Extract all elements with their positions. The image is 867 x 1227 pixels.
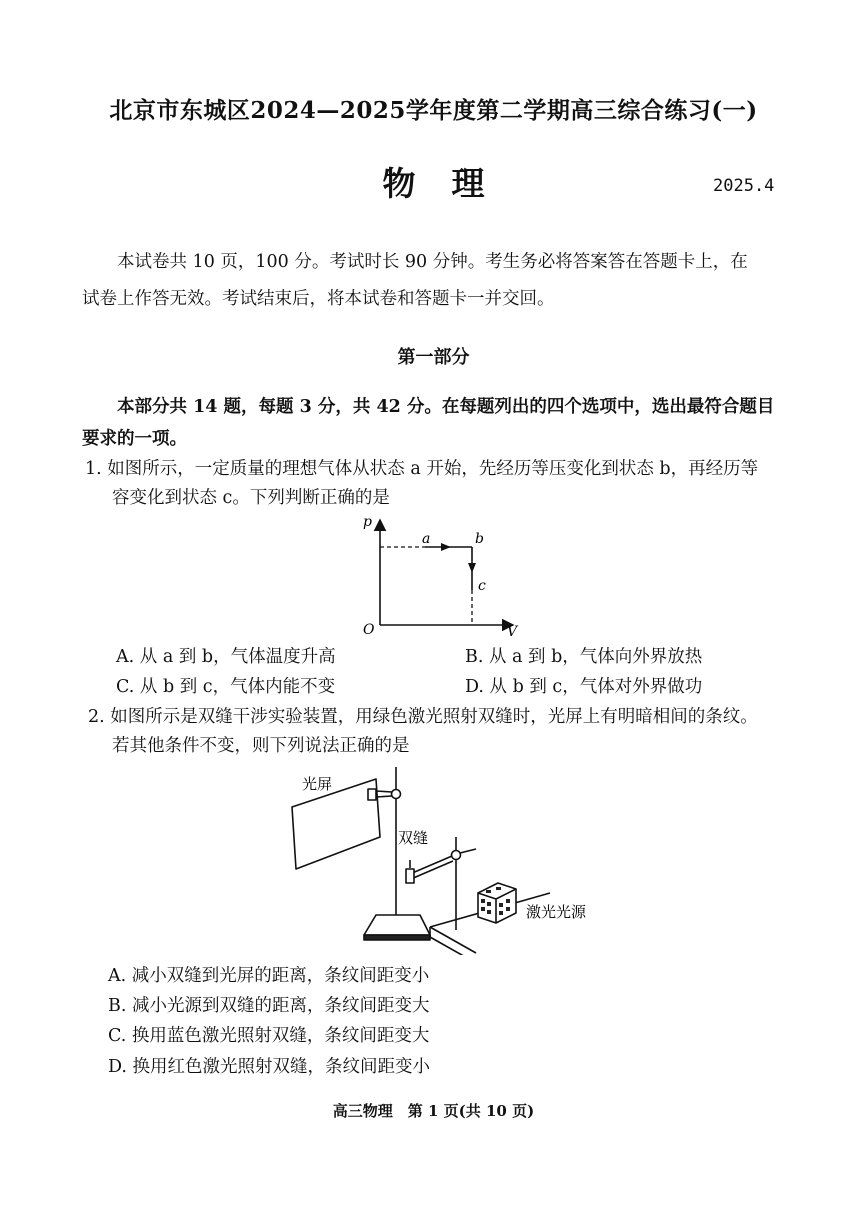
stand-1-arm: [376, 791, 392, 797]
instructions-line-2: 试卷上作答无效。考试结束后，将本试卷和答题卡一并交回。: [82, 289, 555, 309]
stand-2-arm: [410, 856, 453, 879]
exam-date: 2025.4: [713, 176, 775, 196]
point-a-label: a: [422, 531, 431, 547]
part-one-description-line-1: 本部分共 14 题，每题 3 分，共 42 分。在每题列出的四个选项中，选出最符合题目: [117, 397, 775, 417]
question-2-option-d: D. 换用红色激光照射双缝，条纹间距变小: [108, 1057, 431, 1077]
screen-label: 光屏: [302, 775, 333, 793]
part-one-description-line-2: 要求的一项。: [82, 429, 187, 449]
question-1-option-a: A. 从 a 到 b，气体温度升高: [116, 647, 336, 667]
process-b-to-c-arrow: [468, 563, 476, 573]
slit-label: 双缝: [398, 829, 429, 847]
stand-1-base: [364, 915, 430, 935]
v-axis-label: V: [507, 624, 518, 640]
laser-label: 激光光源: [526, 903, 587, 921]
p-axis-label: p: [363, 514, 372, 530]
origin-label: O: [363, 622, 375, 638]
double-slit: [406, 869, 414, 883]
question-1-stem-line-1: 1. 如图所示，一定质量的理想气体从状态 a 开始，先经历等压变化到状态 b，再经历等: [85, 459, 759, 479]
question-1-option-b: B. 从 a 到 b，气体向外界放热: [465, 647, 703, 667]
point-b-label: b: [475, 531, 484, 547]
page-footer: 高三物理 第 1 页(共 10 页): [332, 1102, 535, 1120]
question-2-option-c: C. 换用蓝色激光照射双缝，条纹间距变大: [108, 1026, 430, 1046]
question-2-stem-line-2: 若其他条件不变，则下列说法正确的是: [112, 736, 410, 756]
question-1-pv-diagram: [355, 510, 530, 642]
process-a-to-b-arrow: [441, 543, 451, 551]
instructions-line-1: 本试卷共 10 页，100 分。考试时长 90 分钟。考生务必将答案答在答题卡上，在: [117, 252, 748, 272]
exam-header-title: 北京市东城区2024—2025学年度第二学期高三综合练习(一): [109, 97, 758, 124]
question-2-option-a: A. 减小双缝到光屏的距离，条纹间距变小: [108, 966, 430, 986]
question-2-stem-line-1: 2. 如图所示是双缝干涉实验装置，用绿色激光照射双缝时，光屏上有明暗相间的条纹。: [88, 707, 758, 727]
question-1-option-d: D. 从 b 到 c，气体对外界做功: [465, 677, 703, 697]
question-1-stem-line-2: 容变化到状态 c。下列判断正确的是: [112, 488, 390, 508]
point-c-label: c: [478, 578, 486, 594]
subject-title: 物理: [382, 164, 521, 203]
question-2-option-b: B. 减小光源到双缝的距离，条纹间距变大: [108, 996, 430, 1016]
stand-2-clamp: [452, 851, 461, 860]
question-2-double-slit-apparatus: [280, 765, 610, 955]
part-one-title: 第一部分: [397, 347, 470, 368]
question-1-option-c: C. 从 b 到 c，气体内能不变: [116, 677, 336, 697]
stand-1-clamp: [392, 790, 401, 799]
